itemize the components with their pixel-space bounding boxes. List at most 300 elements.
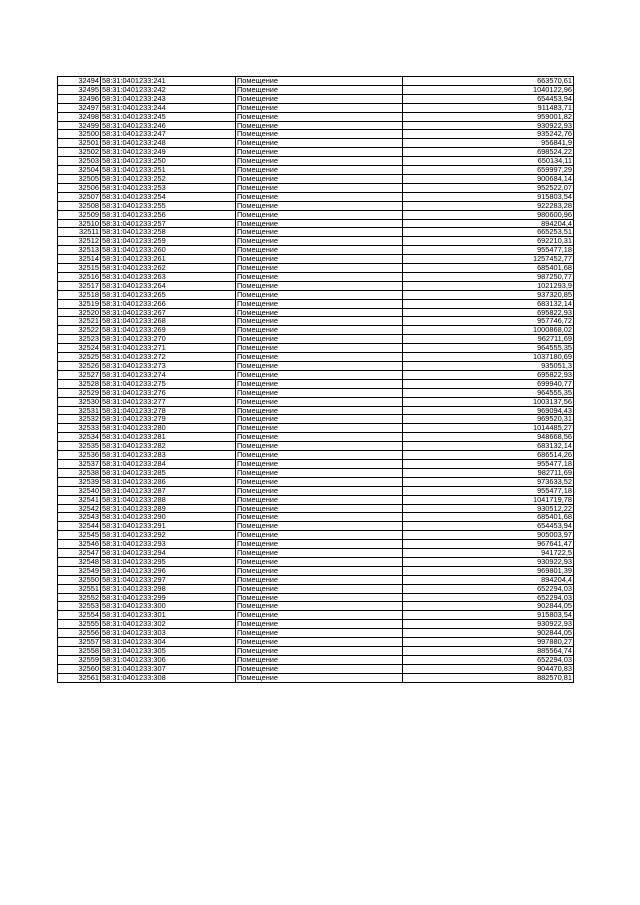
cadastral-value-cell: 952522,07 — [403, 183, 574, 192]
cadastral-number-cell: 58:31:0401233:303 — [101, 629, 236, 638]
table-row — [58, 77, 574, 86]
cadastral-value-cell: 686514,26 — [403, 451, 574, 460]
object-type-cell: Помещение — [236, 228, 403, 237]
cadastral-value-cell: 659997,29 — [403, 166, 574, 175]
table-row — [58, 504, 574, 513]
table-row — [58, 201, 574, 210]
object-type-cell: Помещение — [236, 549, 403, 558]
table-row — [58, 433, 574, 442]
object-type-cell: Помещение — [236, 290, 403, 299]
table-row — [58, 344, 574, 353]
cadastral-number-cell: 58:31:0401233:244 — [101, 103, 236, 112]
cadastral-number-cell: 58:31:0401233:278 — [101, 406, 236, 415]
table-row — [58, 647, 574, 656]
cadastral-number-cell: 58:31:0401233:254 — [101, 192, 236, 201]
row-number-cell: 32523 — [58, 335, 101, 344]
object-type-cell: Помещение — [236, 477, 403, 486]
object-type-cell: Помещение — [236, 593, 403, 602]
row-number-cell: 32542 — [58, 504, 101, 513]
table-row — [58, 459, 574, 468]
cadastral-number-cell: 58:31:0401233:246 — [101, 121, 236, 130]
object-type-cell: Помещение — [236, 183, 403, 192]
table-row — [58, 655, 574, 664]
object-type-cell: Помещение — [236, 112, 403, 121]
object-type-cell: Помещение — [236, 219, 403, 228]
row-number-cell: 32507 — [58, 192, 101, 201]
table-row — [58, 85, 574, 94]
cadastral-number-cell: 58:31:0401233:253 — [101, 183, 236, 192]
cadastral-value-cell: 902844,05 — [403, 629, 574, 638]
cadastral-number-cell: 58:31:0401233:249 — [101, 148, 236, 157]
cadastral-number-cell: 58:31:0401233:306 — [101, 655, 236, 664]
cadastral-value-cell: 957746,72 — [403, 317, 574, 326]
cadastral-value-cell: 685401,68 — [403, 264, 574, 273]
row-number-cell: 32505 — [58, 174, 101, 183]
row-number-cell: 32556 — [58, 629, 101, 638]
cadastral-value-cell: 959001,82 — [403, 112, 574, 121]
cadastral-value-cell: 905003,97 — [403, 531, 574, 540]
object-type-cell: Помещение — [236, 308, 403, 317]
cadastral-value-table — [57, 76, 574, 683]
object-type-cell: Помещение — [236, 611, 403, 620]
object-type-cell: Помещение — [236, 513, 403, 522]
object-type-cell: Помещение — [236, 157, 403, 166]
object-type-cell: Помещение — [236, 272, 403, 281]
cadastral-value-cell: 1021293,9 — [403, 281, 574, 290]
cadastral-number-cell: 58:31:0401233:255 — [101, 201, 236, 210]
cadastral-number-cell: 58:31:0401233:250 — [101, 157, 236, 166]
row-number-cell: 32516 — [58, 272, 101, 281]
cadastral-number-cell: 58:31:0401233:261 — [101, 255, 236, 264]
table-row — [58, 326, 574, 335]
row-number-cell: 32530 — [58, 397, 101, 406]
cadastral-value-cell: 930922,93 — [403, 557, 574, 566]
row-number-cell: 32552 — [58, 593, 101, 602]
object-type-cell: Помещение — [236, 406, 403, 415]
object-type-cell: Помещение — [236, 148, 403, 157]
cadastral-number-cell: 58:31:0401233:271 — [101, 344, 236, 353]
cadastral-number-cell: 58:31:0401233:257 — [101, 219, 236, 228]
cadastral-number-cell: 58:31:0401233:286 — [101, 477, 236, 486]
row-number-cell: 32554 — [58, 611, 101, 620]
table-row — [58, 103, 574, 112]
table-body — [58, 77, 574, 683]
cadastral-value-cell: 915803,54 — [403, 192, 574, 201]
row-number-cell: 32535 — [58, 442, 101, 451]
table-row — [58, 94, 574, 103]
cadastral-value-cell: 695822,93 — [403, 370, 574, 379]
cadastral-number-cell: 58:31:0401233:264 — [101, 281, 236, 290]
cadastral-number-cell: 58:31:0401233:266 — [101, 299, 236, 308]
cadastral-value-cell: 683132,14 — [403, 299, 574, 308]
cadastral-number-cell: 58:31:0401233:259 — [101, 237, 236, 246]
row-number-cell: 32547 — [58, 549, 101, 558]
table-row — [58, 442, 574, 451]
cadastral-number-cell: 58:31:0401233:276 — [101, 388, 236, 397]
table-row — [58, 183, 574, 192]
cadastral-number-cell: 58:31:0401233:298 — [101, 584, 236, 593]
object-type-cell: Помещение — [236, 664, 403, 673]
object-type-cell: Помещение — [236, 647, 403, 656]
table-row — [58, 593, 574, 602]
object-type-cell: Помещение — [236, 281, 403, 290]
object-type-cell: Помещение — [236, 121, 403, 130]
table-row — [58, 281, 574, 290]
cadastral-value-cell: 915803,54 — [403, 611, 574, 620]
row-number-cell: 32550 — [58, 575, 101, 584]
row-number-cell: 32558 — [58, 647, 101, 656]
cadastral-number-cell: 58:31:0401233:274 — [101, 370, 236, 379]
cadastral-value-cell: 683132,14 — [403, 442, 574, 451]
object-type-cell: Помещение — [236, 255, 403, 264]
row-number-cell: 32494 — [58, 77, 101, 86]
cadastral-number-cell: 58:31:0401233:248 — [101, 139, 236, 148]
cadastral-value-cell: 652294,03 — [403, 593, 574, 602]
object-type-cell: Помещение — [236, 353, 403, 362]
cadastral-number-cell: 58:31:0401233:285 — [101, 468, 236, 477]
cadastral-number-cell: 58:31:0401233:241 — [101, 77, 236, 86]
cadastral-value-cell: 665253,51 — [403, 228, 574, 237]
cadastral-value-cell: 948668,56 — [403, 433, 574, 442]
cadastral-value-cell: 935242,76 — [403, 130, 574, 139]
row-number-cell: 32526 — [58, 362, 101, 371]
row-number-cell: 32551 — [58, 584, 101, 593]
cadastral-value-cell: 1000868,02 — [403, 326, 574, 335]
row-number-cell: 32520 — [58, 308, 101, 317]
cadastral-value-cell: 964555,35 — [403, 344, 574, 353]
row-number-cell: 32536 — [58, 451, 101, 460]
cadastral-number-cell: 58:31:0401233:301 — [101, 611, 236, 620]
object-type-cell: Помещение — [236, 459, 403, 468]
cadastral-number-cell: 58:31:0401233:297 — [101, 575, 236, 584]
cadastral-value-cell: 964555,35 — [403, 388, 574, 397]
table-row — [58, 424, 574, 433]
cadastral-number-cell: 58:31:0401233:308 — [101, 673, 236, 682]
object-type-cell: Помещение — [236, 362, 403, 371]
table-row — [58, 406, 574, 415]
cadastral-number-cell: 58:31:0401233:267 — [101, 308, 236, 317]
object-type-cell: Помещение — [236, 139, 403, 148]
table-row — [58, 388, 574, 397]
cadastral-number-cell: 58:31:0401233:272 — [101, 353, 236, 362]
row-number-cell: 32524 — [58, 344, 101, 353]
row-number-cell: 32531 — [58, 406, 101, 415]
row-number-cell: 32544 — [58, 522, 101, 531]
table-row — [58, 237, 574, 246]
object-type-cell: Помещение — [236, 264, 403, 273]
object-type-cell: Помещение — [236, 620, 403, 629]
table-row — [58, 611, 574, 620]
object-type-cell: Помещение — [236, 397, 403, 406]
object-type-cell: Помещение — [236, 379, 403, 388]
row-number-cell: 32532 — [58, 415, 101, 424]
row-number-cell: 32496 — [58, 94, 101, 103]
cadastral-value-cell: 1003137,56 — [403, 397, 574, 406]
row-number-cell: 32540 — [58, 486, 101, 495]
table-row — [58, 486, 574, 495]
object-type-cell: Помещение — [236, 451, 403, 460]
table-row — [58, 540, 574, 549]
row-number-cell: 32529 — [58, 388, 101, 397]
object-type-cell: Помещение — [236, 344, 403, 353]
object-type-cell: Помещение — [236, 655, 403, 664]
table-row — [58, 397, 574, 406]
row-number-cell: 32561 — [58, 673, 101, 682]
cadastral-value-cell: 937320,85 — [403, 290, 574, 299]
table-row — [58, 272, 574, 281]
row-number-cell: 32512 — [58, 237, 101, 246]
row-number-cell: 32522 — [58, 326, 101, 335]
row-number-cell: 32503 — [58, 157, 101, 166]
table-row — [58, 228, 574, 237]
table-row — [58, 468, 574, 477]
object-type-cell: Помещение — [236, 629, 403, 638]
cadastral-number-cell: 58:31:0401233:247 — [101, 130, 236, 139]
object-type-cell: Помещение — [236, 388, 403, 397]
cadastral-value-cell: 900684,14 — [403, 174, 574, 183]
cadastral-value-cell: 930922,93 — [403, 121, 574, 130]
cadastral-value-cell: 969094,43 — [403, 406, 574, 415]
cadastral-value-cell: 1040122,96 — [403, 85, 574, 94]
row-number-cell: 32500 — [58, 130, 101, 139]
cadastral-number-cell: 58:31:0401233:252 — [101, 174, 236, 183]
object-type-cell: Помещение — [236, 77, 403, 86]
table-row — [58, 335, 574, 344]
cadastral-value-cell: 698524,22 — [403, 148, 574, 157]
cadastral-value-cell: 980600,96 — [403, 210, 574, 219]
row-number-cell: 32548 — [58, 557, 101, 566]
object-type-cell: Помещение — [236, 424, 403, 433]
cadastral-number-cell: 58:31:0401233:245 — [101, 112, 236, 121]
cadastral-value-cell: 935051,3 — [403, 362, 574, 371]
cadastral-value-cell: 692210,31 — [403, 237, 574, 246]
cadastral-value-cell: 922283,28 — [403, 201, 574, 210]
cadastral-value-cell: 930512,22 — [403, 504, 574, 513]
cadastral-number-cell: 58:31:0401233:307 — [101, 664, 236, 673]
object-type-cell: Помещение — [236, 370, 403, 379]
row-number-cell: 32534 — [58, 433, 101, 442]
object-type-cell: Помещение — [236, 335, 403, 344]
object-type-cell: Помещение — [236, 495, 403, 504]
object-type-cell: Помещение — [236, 468, 403, 477]
row-number-cell: 32518 — [58, 290, 101, 299]
row-number-cell: 32543 — [58, 513, 101, 522]
table-row — [58, 317, 574, 326]
row-number-cell: 32504 — [58, 166, 101, 175]
cadastral-value-cell: 652294,03 — [403, 584, 574, 593]
cadastral-number-cell: 58:31:0401233:277 — [101, 397, 236, 406]
cadastral-value-cell: 663570,61 — [403, 77, 574, 86]
cadastral-number-cell: 58:31:0401233:262 — [101, 264, 236, 273]
cadastral-value-cell: 955477,18 — [403, 486, 574, 495]
table-row — [58, 629, 574, 638]
cadastral-number-cell: 58:31:0401233:243 — [101, 94, 236, 103]
table-row — [58, 148, 574, 157]
cadastral-value-cell: 894204,4 — [403, 219, 574, 228]
table-row — [58, 557, 574, 566]
row-number-cell: 32517 — [58, 281, 101, 290]
cadastral-value-cell: 1041719,78 — [403, 495, 574, 504]
cadastral-number-cell: 58:31:0401233:288 — [101, 495, 236, 504]
row-number-cell: 32519 — [58, 299, 101, 308]
table-row — [58, 210, 574, 219]
row-number-cell: 32510 — [58, 219, 101, 228]
cadastral-number-cell: 58:31:0401233:268 — [101, 317, 236, 326]
object-type-cell: Помещение — [236, 246, 403, 255]
table-row — [58, 166, 574, 175]
table-row — [58, 522, 574, 531]
cadastral-value-cell: 955477,18 — [403, 246, 574, 255]
cadastral-value-cell: 955477,18 — [403, 459, 574, 468]
cadastral-value-cell: 654453,94 — [403, 94, 574, 103]
object-type-cell: Помещение — [236, 531, 403, 540]
row-number-cell: 32541 — [58, 495, 101, 504]
object-type-cell: Помещение — [236, 103, 403, 112]
cadastral-value-cell: 650134,11 — [403, 157, 574, 166]
object-type-cell: Помещение — [236, 201, 403, 210]
cadastral-number-cell: 58:31:0401233:305 — [101, 647, 236, 656]
row-number-cell: 32528 — [58, 379, 101, 388]
row-number-cell: 32495 — [58, 85, 101, 94]
cadastral-value-cell: 973633,52 — [403, 477, 574, 486]
table-row — [58, 362, 574, 371]
cadastral-number-cell: 58:31:0401233:279 — [101, 415, 236, 424]
table-row — [58, 531, 574, 540]
cadastral-number-cell: 58:31:0401233:260 — [101, 246, 236, 255]
table-row — [58, 353, 574, 362]
cadastral-value-cell: 904470,83 — [403, 664, 574, 673]
cadastral-number-cell: 58:31:0401233:293 — [101, 540, 236, 549]
cadastral-value-cell: 654453,94 — [403, 522, 574, 531]
row-number-cell: 32509 — [58, 210, 101, 219]
row-number-cell: 32533 — [58, 424, 101, 433]
row-number-cell: 32513 — [58, 246, 101, 255]
row-number-cell: 32498 — [58, 112, 101, 121]
object-type-cell: Помещение — [236, 299, 403, 308]
cadastral-number-cell: 58:31:0401233:280 — [101, 424, 236, 433]
row-number-cell: 32499 — [58, 121, 101, 130]
cadastral-value-cell: 930922,93 — [403, 620, 574, 629]
cadastral-number-cell: 58:31:0401233:299 — [101, 593, 236, 602]
cadastral-number-cell: 58:31:0401233:273 — [101, 362, 236, 371]
row-number-cell: 32527 — [58, 370, 101, 379]
row-number-cell: 32537 — [58, 459, 101, 468]
object-type-cell: Помещение — [236, 566, 403, 575]
table-row — [58, 566, 574, 575]
cadastral-number-cell: 58:31:0401233:258 — [101, 228, 236, 237]
cadastral-number-cell: 58:31:0401233:296 — [101, 566, 236, 575]
cadastral-value-cell: 911483,71 — [403, 103, 574, 112]
cadastral-value-cell: 894204,4 — [403, 575, 574, 584]
table-row — [58, 264, 574, 273]
cadastral-value-cell: 695822,93 — [403, 308, 574, 317]
table-row — [58, 192, 574, 201]
table-row — [58, 112, 574, 121]
row-number-cell: 32555 — [58, 620, 101, 629]
cadastral-value-cell: 1037180,69 — [403, 353, 574, 362]
row-number-cell: 32538 — [58, 468, 101, 477]
cadastral-number-cell: 58:31:0401233:242 — [101, 85, 236, 94]
cadastral-value-cell: 1257452,77 — [403, 255, 574, 264]
cadastral-number-cell: 58:31:0401233:302 — [101, 620, 236, 629]
table-row — [58, 673, 574, 682]
object-type-cell: Помещение — [236, 326, 403, 335]
cadastral-value-cell: 902844,05 — [403, 602, 574, 611]
table-row — [58, 451, 574, 460]
table-row — [58, 157, 574, 166]
object-type-cell: Помещение — [236, 673, 403, 682]
object-type-cell: Помещение — [236, 486, 403, 495]
cadastral-value-cell: 967641,47 — [403, 540, 574, 549]
table-row — [58, 584, 574, 593]
cadastral-number-cell: 58:31:0401233:292 — [101, 531, 236, 540]
row-number-cell: 32502 — [58, 148, 101, 157]
table-row — [58, 495, 574, 504]
row-number-cell: 32545 — [58, 531, 101, 540]
table-row — [58, 370, 574, 379]
table-row — [58, 308, 574, 317]
cadastral-number-cell: 58:31:0401233:256 — [101, 210, 236, 219]
table-row — [58, 549, 574, 558]
cadastral-value-cell: 997880,27 — [403, 638, 574, 647]
object-type-cell: Помещение — [236, 504, 403, 513]
object-type-cell: Помещение — [236, 85, 403, 94]
object-type-cell: Помещение — [236, 174, 403, 183]
cadastral-number-cell: 58:31:0401233:283 — [101, 451, 236, 460]
object-type-cell: Помещение — [236, 584, 403, 593]
cadastral-value-cell: 969520,31 — [403, 415, 574, 424]
row-number-cell: 32506 — [58, 183, 101, 192]
cadastral-number-cell: 58:31:0401233:291 — [101, 522, 236, 531]
object-type-cell: Помещение — [236, 317, 403, 326]
table-row — [58, 219, 574, 228]
table-row — [58, 602, 574, 611]
cadastral-value-cell: 987250,77 — [403, 272, 574, 281]
cadastral-value-cell: 956841,9 — [403, 139, 574, 148]
cadastral-number-cell: 58:31:0401233:304 — [101, 638, 236, 647]
table-row — [58, 290, 574, 299]
table-row — [58, 121, 574, 130]
row-number-cell: 32501 — [58, 139, 101, 148]
object-type-cell: Помещение — [236, 433, 403, 442]
cadastral-number-cell: 58:31:0401233:295 — [101, 557, 236, 566]
object-type-cell: Помещение — [236, 522, 403, 531]
row-number-cell: 32539 — [58, 477, 101, 486]
cadastral-value-cell: 652294,03 — [403, 655, 574, 664]
cadastral-value-cell: 685401,68 — [403, 513, 574, 522]
object-type-cell: Помещение — [236, 237, 403, 246]
table-row — [58, 130, 574, 139]
cadastral-number-cell: 58:31:0401233:287 — [101, 486, 236, 495]
cadastral-value-cell: 1014485,27 — [403, 424, 574, 433]
table-row — [58, 174, 574, 183]
row-number-cell: 32525 — [58, 353, 101, 362]
object-type-cell: Помещение — [236, 415, 403, 424]
row-number-cell: 32546 — [58, 540, 101, 549]
table-row — [58, 620, 574, 629]
cadastral-value-cell: 941722,5 — [403, 549, 574, 558]
table-row — [58, 255, 574, 264]
cadastral-number-cell: 58:31:0401233:265 — [101, 290, 236, 299]
cadastral-number-cell: 58:31:0401233:270 — [101, 335, 236, 344]
object-type-cell: Помещение — [236, 130, 403, 139]
object-type-cell: Помещение — [236, 575, 403, 584]
cadastral-number-cell: 58:31:0401233:275 — [101, 379, 236, 388]
table-row — [58, 664, 574, 673]
cadastral-value-cell: 699940,77 — [403, 379, 574, 388]
table-row — [58, 513, 574, 522]
table-row — [58, 379, 574, 388]
